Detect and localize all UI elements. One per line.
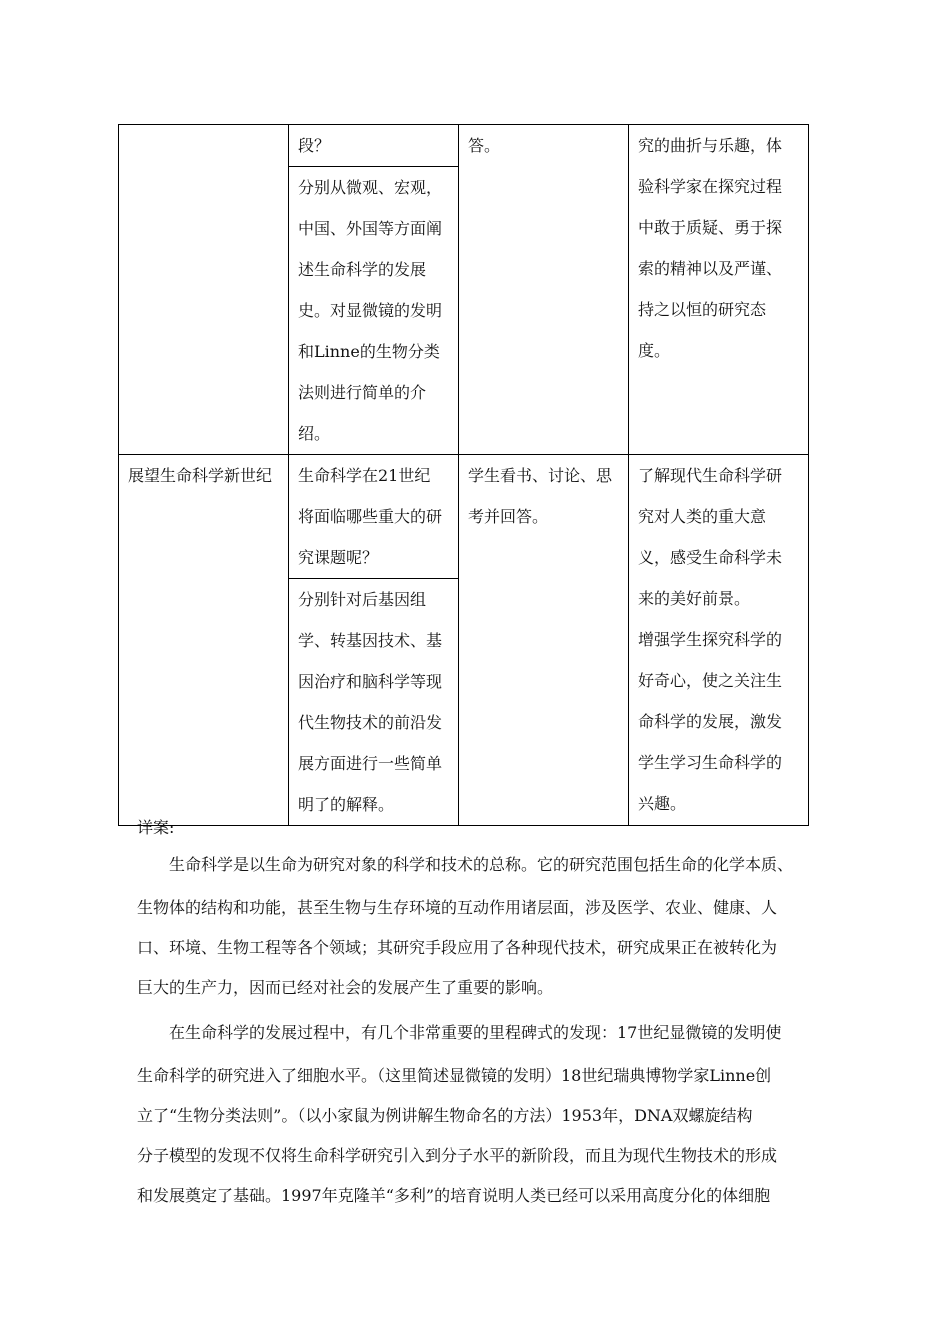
goal-cell: 究的曲折与乐趣，体 验科学家在探究过程 中敢于质疑、勇于探 索的精神以及严谨、 持之以恒的研究态 度。	[629, 125, 809, 455]
teaching-notes-label: 详案:	[137, 818, 175, 837]
paragraph: 生命科学是以生命为研究对象的科学和技术的总称。它的研究范围包括生命的化学本质、	[169, 855, 794, 874]
content-detail: 分别从微观、宏观， 中国、外国等方面阐 述生命科学的发展 史。对显微镜的发明 和Linne的生物分类 法则进行简单的介 绍。	[289, 166, 458, 454]
paragraph: 在生命科学的发展过程中，有几个非常重要的里程碑式的发现：17世纪显微镜的发明使	[169, 1023, 782, 1042]
content-detail: 分别针对后基因组 学、转基因技术、基 因治疗和脑科学等现 代生物技术的前沿发 展方面进行一些简单 明了的解释。	[289, 578, 458, 825]
content-cell	[289, 125, 459, 455]
activity-cell: 答。	[459, 125, 629, 455]
lesson-plan-table	[118, 124, 809, 826]
teaching-notes-body	[137, 845, 817, 1216]
content-question: 生命科学在21世纪 将面临哪些重大的研 究课题呢？	[298, 466, 443, 567]
activity-cell: 学生看书、讨论、思 考并回答。	[459, 455, 629, 826]
content-question: 段？	[298, 136, 331, 155]
table-row	[119, 455, 809, 826]
section-title: 展望生命科学新世纪	[128, 466, 273, 485]
table-row	[119, 125, 809, 455]
section-cell	[119, 125, 289, 455]
paragraph: 生物体的结构和功能，甚至生物与生存环境的互动作用诸层面，涉及医学、农业、健康、人 口、环境、生物工程等各个领域；其研究手段应用了各种现代技术，研究成果正在被转化为 巨大的生产力，因而已经对社会的发展产生了重要的影响。	[137, 898, 778, 997]
goal-cell: 了解现代生命科学研 究对人类的重大意 义，感受生命科学未 来的美好前景。 增强学生探究科学的 好奇心，使之关注生 命科学的发展，激发 学生学习生命科学的 兴趣。	[629, 455, 809, 826]
paragraph: 生命科学的研究进入了细胞水平。（这里简述显微镜的发明）18世纪瑞典博物学家Linne创 立了“生物分类法则”。（以小家鼠为例讲解生物命名的方法）1953年，DNA双螺旋结构 分子模型的发现不仅将生命科学研究引入到分子水平的新阶段，而且为现代生物技术的形成 和发展奠定了基础。1997年克隆羊“多利”的培育说明人类已经可以采用高度分化的体细胞	[137, 1066, 778, 1205]
section-cell	[119, 455, 289, 826]
content-cell	[289, 455, 459, 826]
